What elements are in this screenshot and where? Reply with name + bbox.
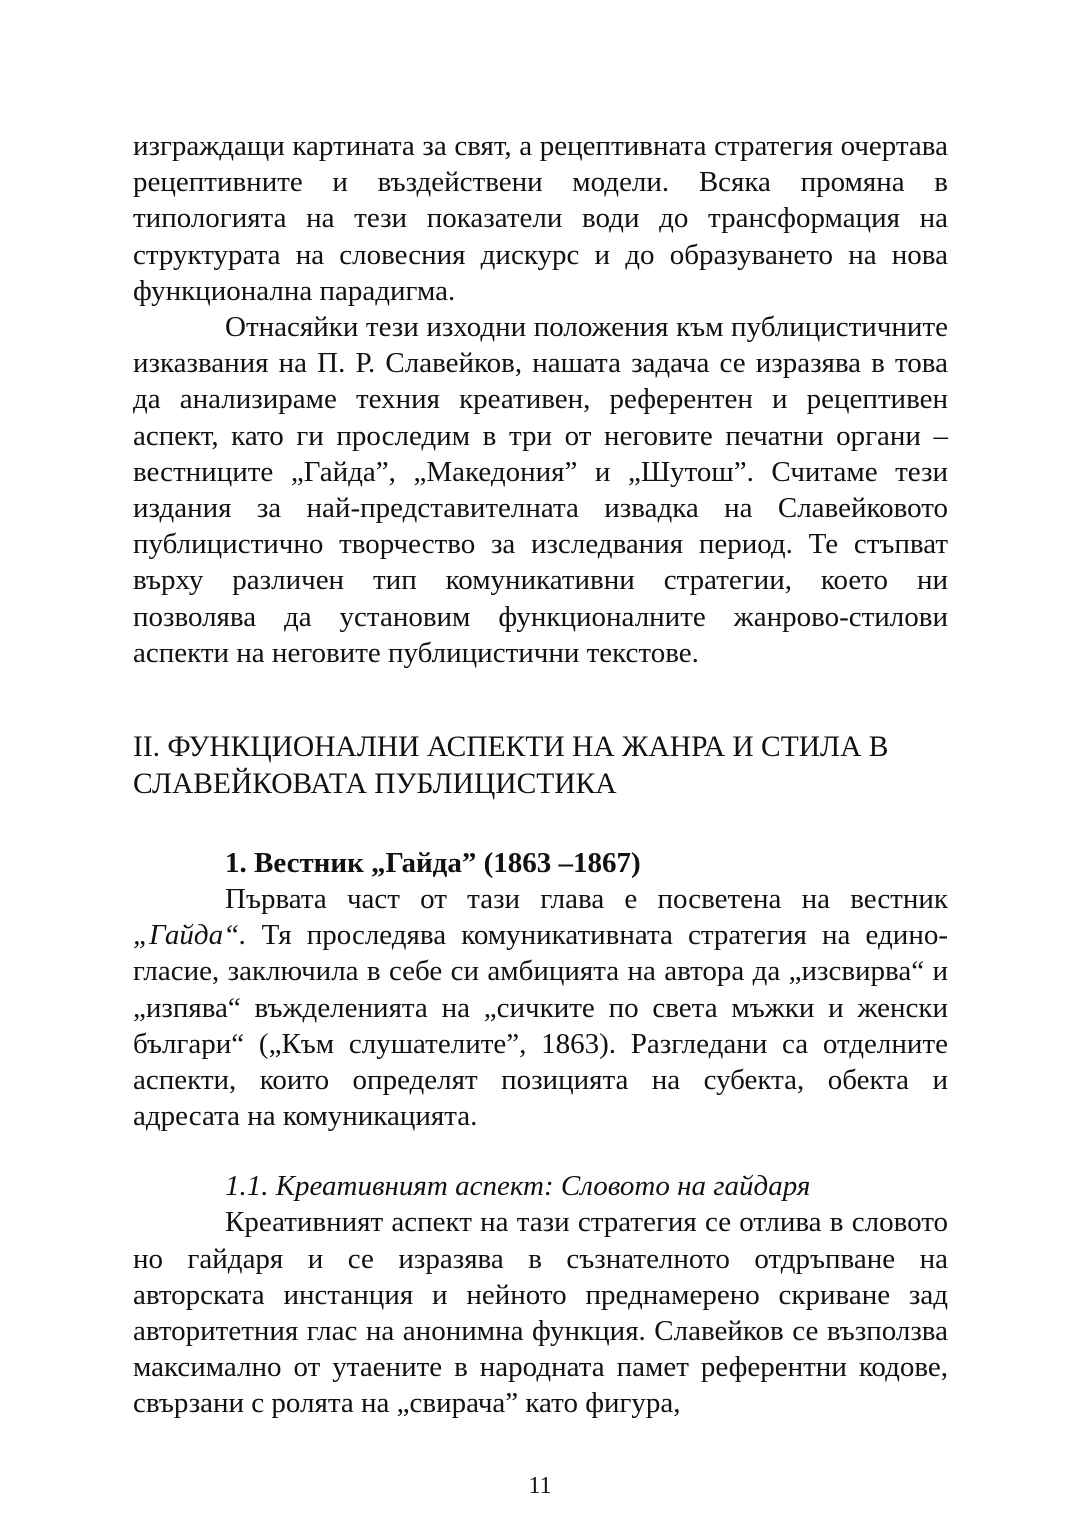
section-title-line-2: СЛАВЕЙКОВАТА ПУБЛИЦИСТИКА bbox=[133, 768, 617, 801]
section-title-line-1: II. ФУНКЦИОНАЛНИ АСПЕКТИ НА ЖАНРА И СТИЛА В bbox=[133, 731, 889, 764]
paragraph-gaida-text-before: Първата част от тази глава е посветена на вестник bbox=[225, 883, 948, 916]
page-number: 11 bbox=[528, 1473, 552, 1499]
paragraph-gaida-text-after: Тя проследява комуникативната стратегия на едино-гласие, заключила в себе си амбицията на автора да „изсвирва“ и „изпява“ въжделенията на „сичките по света мъжки и женски българи“ („Към слушателите”, 1863). Разгледани са отделните аспекти, които определят позицията на субекта, обекта и адресата на комуникацията. bbox=[133, 919, 948, 1133]
paragraph-intro-continuation: изграждащи картината за свят, а рецептивната стратегия очертава рецептивните и въздействени модели. Всяка промяна в типологията на тези показатели води до трансформация на структурата на словесния дискурс и до образуването на нова функционална парадигма. bbox=[133, 130, 948, 307]
document-page bbox=[133, 128, 948, 1422]
paragraph-creative-aspect: Креативният аспект на тази стратегия се отлива в словото но гайдаря и се изразява в съзнателното отдръпване на авторската инстанция и нейното преднамерено скриване зад авторитетния глас на анонимна функция. Славейков се възползва максимално от утаените в народната памет референтни кодове, свързани с ролята на „свирача” като фигура, bbox=[133, 1206, 948, 1420]
subsubsection-title: 1.1. Креативният аспект: Словото на гайдаря bbox=[225, 1170, 811, 1203]
section-title bbox=[133, 729, 948, 803]
paragraph-gaida-overview bbox=[133, 881, 948, 1134]
paragraph-objectives: Отнасяйки тези изходни положения към публицистичните изказвания на П. Р. Славейков, нашата задача се изразява в това да анализираме техния креативен, референтен и рецептивен аспект, като ги проследим в три от неговите печатни органи – вестниците „Гайда”, „Македония” и „Шутош”. Считаме тези издания за най-представителната извадка на Славейковото публицистично творчество за изследвания период. Те стъпват върху различен тип комуникативни стратегии, което ни позволява да установим функционалните жанрово-стилови аспекти на неговите публицистични текстове. bbox=[133, 311, 948, 669]
subsection-title: 1. Вестник „Гайда” (1863 –1867) bbox=[225, 847, 641, 880]
newspaper-name-italic: „Гайда“. bbox=[133, 919, 247, 952]
